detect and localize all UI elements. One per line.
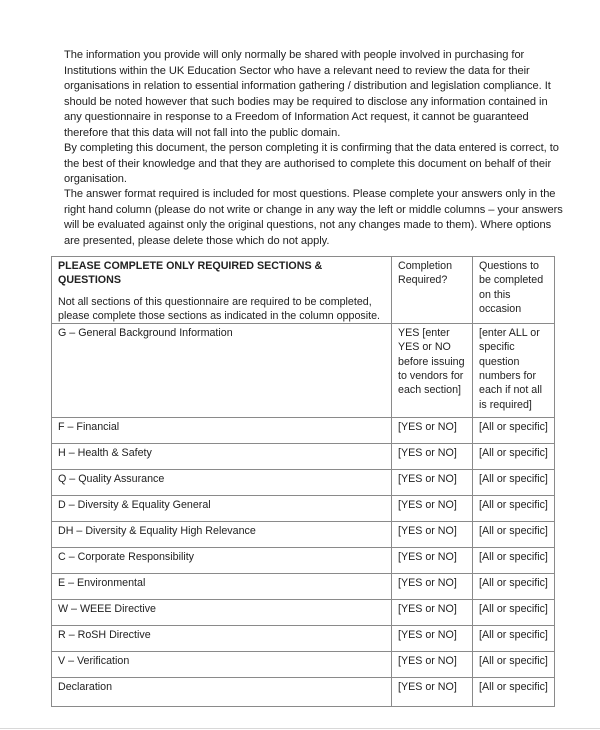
table-row xyxy=(52,678,555,707)
questions-cell[interactable]: [All or specific] xyxy=(473,522,555,548)
table-row xyxy=(52,548,555,574)
questions-cell[interactable]: [All or specific] xyxy=(473,470,555,496)
header-completion-required: Completion Required? xyxy=(392,257,473,324)
table-header-row xyxy=(52,257,555,324)
questions-cell[interactable]: [All or specific] xyxy=(473,600,555,626)
completion-cell[interactable]: [YES or NO] xyxy=(392,678,473,707)
section-name: H – Health & Safety xyxy=(52,444,392,470)
table-row xyxy=(52,652,555,678)
table-row xyxy=(52,600,555,626)
header-instructions-cell xyxy=(52,257,392,324)
completion-cell[interactable]: YES [enter YES or NO before issuing to vendors for each section] xyxy=(392,324,473,418)
completion-cell[interactable]: [YES or NO] xyxy=(392,574,473,600)
section-name: Declaration xyxy=(52,678,392,707)
completion-cell[interactable]: [YES or NO] xyxy=(392,418,473,444)
table-row xyxy=(52,626,555,652)
completion-cell[interactable]: [YES or NO] xyxy=(392,444,473,470)
section-name: DH – Diversity & Equality High Relevance xyxy=(52,522,392,548)
table-row xyxy=(52,522,555,548)
confirmation-paragraph: By completing this document, the person completing it is confirming that the data entered is correct, to the best of their knowledge and that they are authorised to complete this document on behalf of their organisation. xyxy=(64,142,559,186)
completion-cell[interactable]: [YES or NO] xyxy=(392,522,473,548)
completion-cell[interactable]: [YES or NO] xyxy=(392,626,473,652)
section-name: V – Verification xyxy=(52,652,392,678)
questions-cell[interactable]: [All or specific] xyxy=(473,444,555,470)
completion-cell[interactable]: [YES or NO] xyxy=(392,652,473,678)
questions-cell[interactable]: [All or specific] xyxy=(473,626,555,652)
questions-cell[interactable]: [All or specific] xyxy=(473,652,555,678)
questions-cell[interactable]: [enter ALL or specific question numbers for each if not all is required] xyxy=(473,324,555,418)
completion-cell[interactable]: [YES or NO] xyxy=(392,600,473,626)
table-note: Not all sections of this questionnaire are required to be completed, please complete those sections as indicated in the column opposite. xyxy=(58,295,381,322)
sections-table xyxy=(51,256,555,707)
questions-cell[interactable]: [All or specific] xyxy=(473,496,555,522)
table-title: PLEASE COMPLETE ONLY REQUIRED SECTIONS & QUESTIONS xyxy=(58,260,323,287)
completion-cell[interactable]: [YES or NO] xyxy=(392,548,473,574)
header-questions-to-complete: Questions to be completed on this occasion xyxy=(473,257,555,324)
completion-cell[interactable]: [YES or NO] xyxy=(392,470,473,496)
questions-cell[interactable]: [All or specific] xyxy=(473,418,555,444)
table-row xyxy=(52,470,555,496)
table-row xyxy=(52,496,555,522)
completion-cell[interactable]: [YES or NO] xyxy=(392,496,473,522)
section-name: F – Financial xyxy=(52,418,392,444)
section-name: W – WEEE Directive xyxy=(52,600,392,626)
section-name: C – Corporate Responsibility xyxy=(52,548,392,574)
privacy-paragraph: The information you provide will only normally be shared with people involved in purchasing for Institutions within the UK Education Sector who have a relevant need to review the data for their organisations in relation to essential information gathering / distribution and legislation compliance. It should be noted however that such bodies may be required to disclose any information contained in any questionnaire in response to a Freedom of Information Act request, it cannot be guaranteed therefore that this data will not fall into the public domain. xyxy=(64,49,551,139)
answer-format-paragraph: The answer format required is included for most questions. Please complete your answers only in the right hand column (please do not write or change in any way the left or middle columns – your answers will be evaluated against only the original questions, not any changes made to them). Where options are presented, please delete those which do not apply. xyxy=(64,188,563,247)
table-row xyxy=(52,574,555,600)
questions-cell[interactable]: [All or specific] xyxy=(473,678,555,707)
section-name: D – Diversity & Equality General xyxy=(52,496,392,522)
section-name: G – General Background Information xyxy=(52,324,392,418)
section-name: E – Environmental xyxy=(52,574,392,600)
questions-cell[interactable]: [All or specific] xyxy=(473,548,555,574)
section-name: Q – Quality Assurance xyxy=(52,470,392,496)
table-row xyxy=(52,418,555,444)
table-row xyxy=(52,324,555,418)
section-name: R – RoSH Directive xyxy=(52,626,392,652)
questions-cell[interactable]: [All or specific] xyxy=(473,574,555,600)
table-row xyxy=(52,444,555,470)
